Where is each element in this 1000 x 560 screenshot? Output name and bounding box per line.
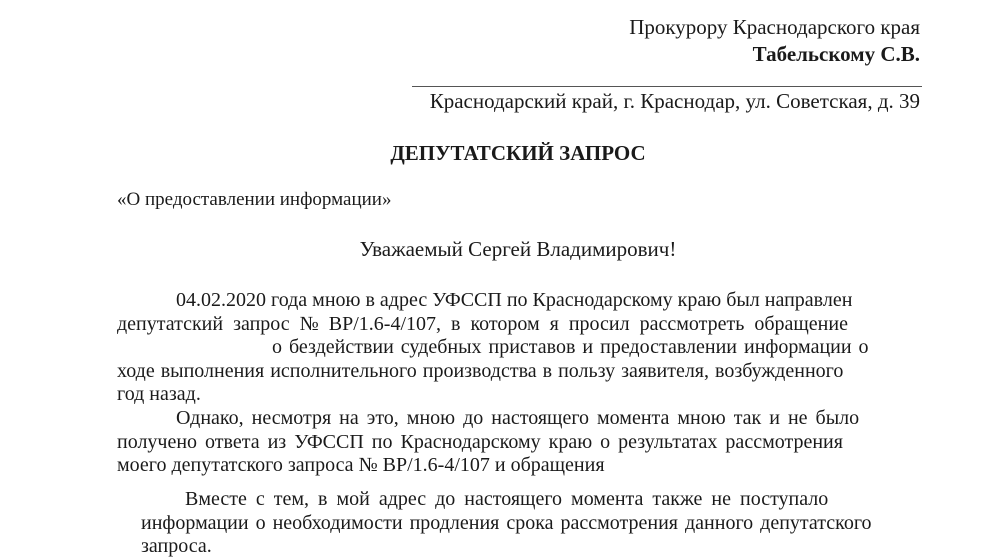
paragraph-line: год назад. xyxy=(117,383,201,405)
greeting: Уважаемый Сергей Владимирович! xyxy=(359,237,677,261)
paragraph-1 xyxy=(117,289,922,407)
paragraph-line: депутатский запрос № ВР/1.6-4/107, в котором я просил рассмотреть обращение xyxy=(117,312,848,335)
paragraph-line: Вместе с тем, в мой адрес до настоящего момента также не поступало xyxy=(185,488,829,510)
addressee-address: Краснодарский край, г. Краснодар, ул. Советская, д. 39 xyxy=(429,89,920,113)
paragraph-line: 04.02.2020 года мною в адрес УФССП по Краснодарскому краю был направлен xyxy=(176,289,853,311)
addressee-name: Табельскому С.В. xyxy=(752,42,920,66)
paragraph-line: Однако, несмотря на это, мною до настоящего момента мною так и не было xyxy=(176,407,860,429)
paragraph-line: получено ответа из УФССП по Краснодарскому краю о результатах рассмотрения xyxy=(117,430,843,453)
addressee-block xyxy=(629,14,920,68)
paragraph-2 xyxy=(117,407,922,478)
paragraph-line: информации о необходимости продления срока рассмотрения данного депутатского xyxy=(141,511,872,534)
paragraph-line: запроса. xyxy=(141,535,212,557)
address-divider xyxy=(412,86,922,87)
paragraph-line: о бездействии судебных приставов и предоставлении информации о xyxy=(272,336,869,358)
document-title: ДЕПУТАТСКИЙ ЗАПРОС xyxy=(390,141,646,165)
addressee-position: Прокурору Краснодарского края xyxy=(629,15,920,39)
document-subject: «О предоставлении информации» xyxy=(117,189,392,210)
paragraph-line: моего депутатского запроса № ВР/1.6-4/107 и обращения xyxy=(117,454,605,476)
paragraph-line: ходе выполнения исполнительного производства в пользу заявителя, возбужденного xyxy=(117,359,844,382)
paragraph-3 xyxy=(117,488,922,559)
